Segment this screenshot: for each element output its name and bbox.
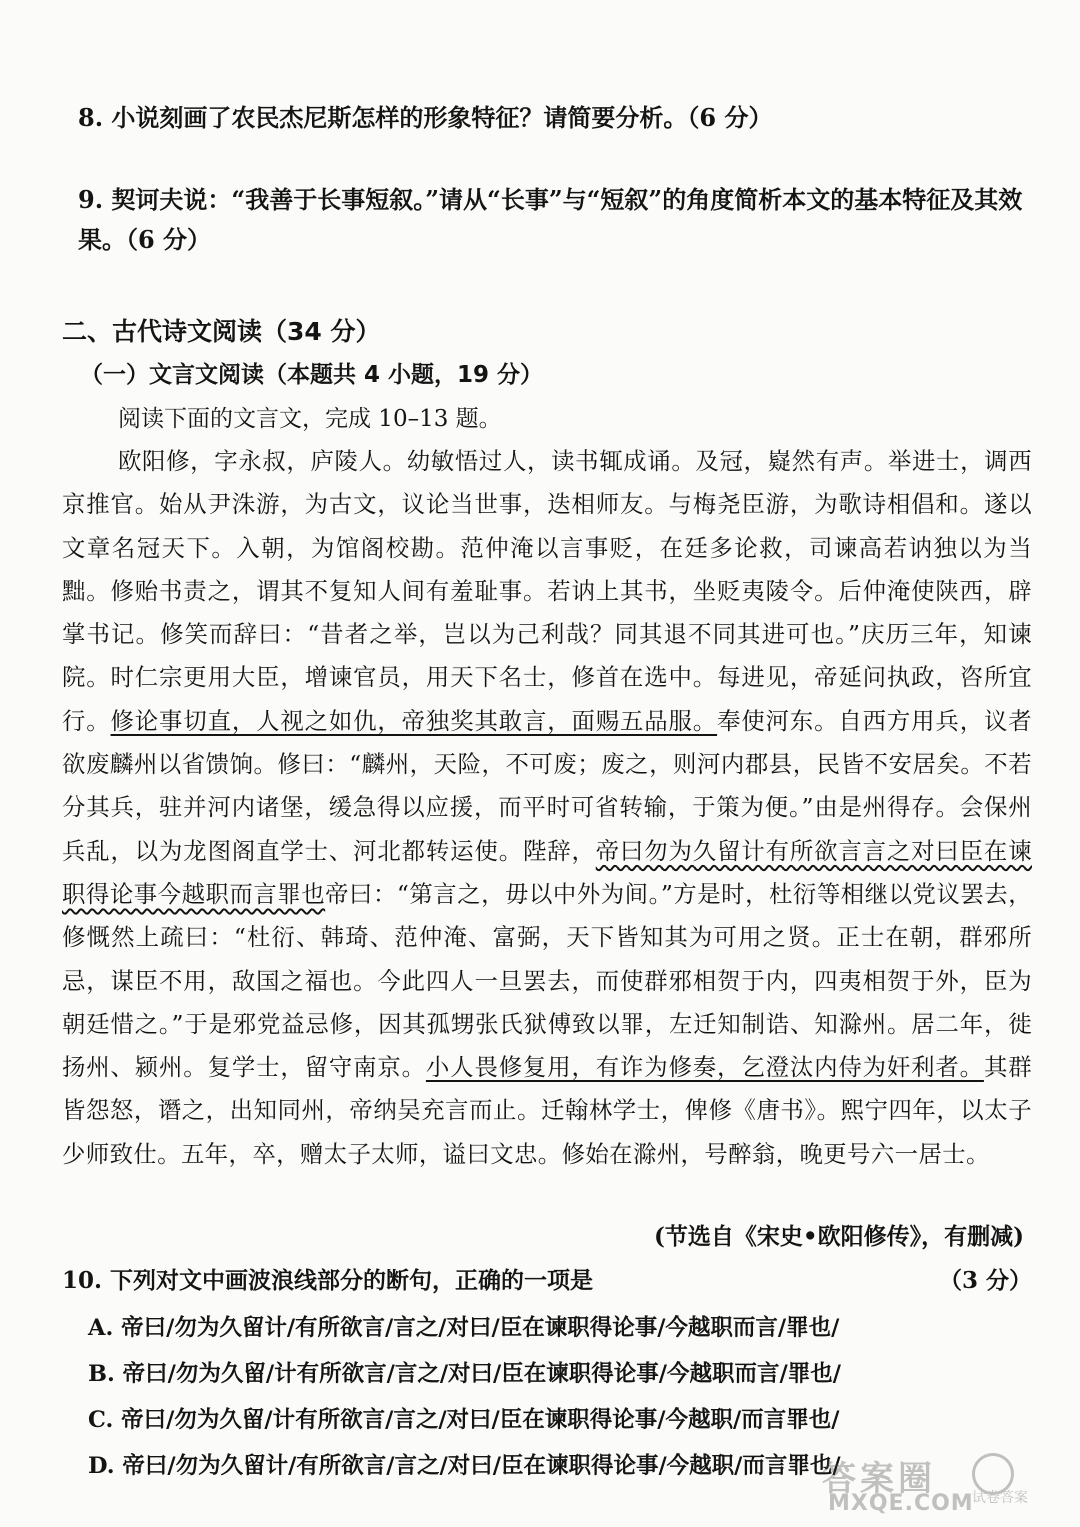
watermark-tag: 试卷答案 [972,1490,1028,1506]
wavy-underlined-section: 帝曰勿为久留计有所欲言言之对曰臣在谏职得论事今越职而言罪也 [62,836,1032,908]
option-d: D. 帝曰/勿为久留计/有所欲言/言之/对曰/臣在谏职得论事/今越职/而言罪也/ [88,1453,841,1479]
underlined-sentence-1: 修论事切直，人视之如仇，帝独奖其敢言，面赐五品服。 [110,706,718,735]
question-8: 8. 小说刻画了农民杰尼斯怎样的形象特征？请简要分析。（6 分） [78,103,773,132]
passage-text-1: 欧阳修，字永叔，庐陵人。幼敏悟过人，读书辄成诵。及冠，嶷然有声。举进士，调西京推官。始从尹洙游，为古文，议论当世事，迭相师友。与梅尧臣游，为歌诗相倡和。遂以文章名冠天下。入朝，为馆阁校勘。范仲淹以言事贬，在廷多论救，司谏高若讷独以为当黜。修贻书责之，谓其不复知人间有羞耻事。若讷上其书，坐贬夷陵令。后仲淹使陕西，辟掌书记。修笑而辞曰：“昔者之举，岂以为己利哉？同其退不同其进可也。”庆历三年，知谏院。时仁宗更用大臣，增谏官员，用天下名士，修首在选中。每进见，帝延问执政，咨所宜行。 [62,447,1032,735]
question-10 [62,1262,1032,1295]
option-b: B. 帝曰/勿为久留/计有所欲言/言之/对曰/臣在谏职得论事/今越职而言/罪也/ [88,1361,841,1387]
section-title: 二、古代诗文阅读（34 分） [62,317,381,346]
passage-source: (节选自《宋史•欧阳修传》，有删减) [654,1223,1024,1250]
classical-passage [62,440,1032,1176]
option-a: A. 帝曰/勿为久留计/有所欲言/言之/对曰/臣在谏职得论事/今越职而言/罪也/ [88,1315,840,1341]
question-10-stem: 10. 下列对文中画波浪线部分的断句，正确的一项是 [62,1267,594,1294]
option-c: C. 帝曰/勿为久留/计有所欲言/言之/对曰/臣在谏职得论事/今越职/而言罪也/ [88,1407,840,1433]
question-9: 9. 契诃夫说：“我善于长事短叙。”请从“长事”与“短叙”的角度简析本文的基本特征及其效果。（6 分） [78,185,1023,254]
watermark-logo-text: 答案圈 [822,1459,936,1499]
watermark [822,1451,1072,1521]
question-10-score: （3 分） [938,1267,1032,1294]
watermark-site: MXQE.COM [828,1491,974,1516]
underlined-sentence-2: 小人畏修复用，有诈为修奏，乞澄汰内侍为奸利者。 [425,1053,984,1082]
section-subtitle: （一）文言文阅读（本题共 4 小题，19 分） [80,362,544,388]
passage-text-3: 帝曰：“第言之，毋以中外为间。”方是时，杜衍等相继以党议罢去，修慨然上疏曰：“杜衍、韩琦、范仲淹、富弼，天下皆知其为可用之贤。正士在朝，群邪所忌，谋臣不用，敌国之福也。今此四人一旦罢去，而使群邪相贺于内，四夷相贺于外，臣为朝廷惜之。”于是邪党益忌修，因其孤甥张氏狱傅致以罪，左迁知制诰、知滁州。居二年，徙扬州、颍州。复学士，留守南京。 [62,879,1032,1082]
passage-text-4: 其群皆怨怒，谮之，出知同州，帝纳吴充言而止。迁翰林学士，俾修《唐书》。熙宁四年，以太子少师致仕。五年，卒，赠太子太师，谥曰文忠。修始在滁州，号醉翁，晚更号六一居士。 [62,1053,1032,1168]
reading-instruction: 阅读下面的文言文，完成 10–13 题。 [118,406,502,432]
passage-text-2: 奉使河东。自西方用兵，议者欲废麟州以省馈饷。修曰：“麟州，天险，不可废；废之，则河内郡县，民皆不安居矣。不若分其兵，驻并河内诸堡，缓急得以应援，而平时可省转输，于策为便。”由是州得存。会保州兵乱，以为龙图阁直学士、河北都转运使。陛辞， [62,706,1033,865]
